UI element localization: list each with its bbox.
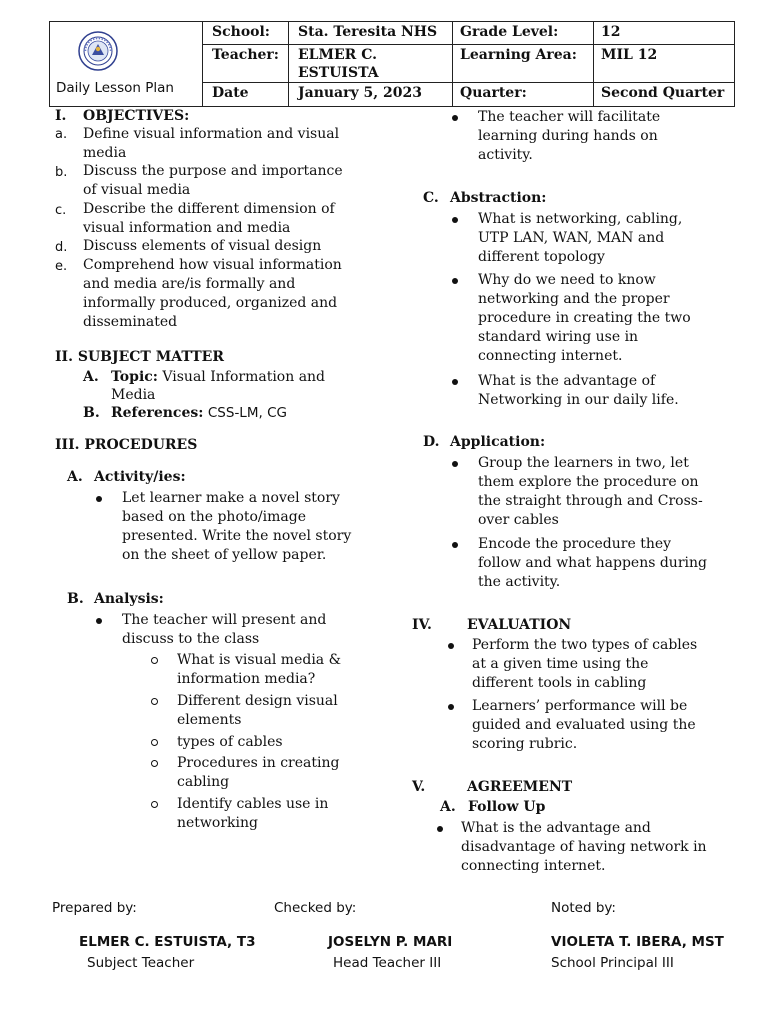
evaluation-number: IV. xyxy=(412,617,432,633)
circle-bullet-icon xyxy=(151,698,158,705)
objectives-number: I. xyxy=(55,108,67,124)
objective-item-a: Define visual information and visual media xyxy=(83,126,340,161)
bullet-icon xyxy=(448,704,454,710)
evaluation-item: Learners’ performance will be guided and evaluated using the scoring rubric. xyxy=(472,698,696,752)
bullet-icon xyxy=(452,379,458,385)
activity-heading: Activity/ies: xyxy=(94,469,186,485)
topic-marker: A. xyxy=(83,369,99,385)
quarter-value: Second Quarter xyxy=(601,85,725,101)
follow-up-item: What is the advantage and disadvantage of having network in connecting internet. xyxy=(461,820,707,874)
noted-by-name: VIOLETA T. IBERA, MST xyxy=(551,934,724,950)
objective-item-b: Discuss the purpose and importance of visual media xyxy=(83,163,343,198)
date-value: January 5, 2023 xyxy=(298,85,422,101)
deped-seal-logo xyxy=(78,31,118,71)
objective-marker: b. xyxy=(55,165,68,180)
learning-area-value: MIL 12 xyxy=(601,47,658,63)
circle-bullet-icon xyxy=(151,657,158,664)
noted-by-role: School Principal III xyxy=(551,955,674,971)
facilitate-text: The teacher will facilitate learning during hands on activity. xyxy=(478,109,661,163)
bullet-icon xyxy=(452,542,458,548)
school-label: School: xyxy=(212,24,270,40)
activity-text: Let learner make a novel story based on the photo/image presented. Write the novel story on the sheet of yellow paper. xyxy=(122,490,352,563)
document-title: Daily Lesson Plan xyxy=(56,80,174,96)
application-item: Encode the procedure they follow and what happens during the activity. xyxy=(478,536,707,590)
follow-up-heading: Follow Up xyxy=(468,799,546,815)
activity-marker: A. xyxy=(67,469,83,485)
evaluation-item: Perform the two types of cables at a given time using the different tools in cabling xyxy=(472,637,698,691)
analysis-subitem: Procedures in creating cabling xyxy=(177,755,340,790)
analysis-subitem: What is visual media & information media? xyxy=(177,652,342,687)
abstraction-item: What is the advantage of Networking in our daily life. xyxy=(478,373,679,408)
checked-by-label: Checked by: xyxy=(274,900,357,916)
bullet-icon xyxy=(452,461,458,467)
circle-bullet-icon xyxy=(151,760,158,767)
abstraction-marker: C. xyxy=(423,190,439,206)
teacher-label: Teacher: xyxy=(212,47,279,63)
bullet-icon xyxy=(96,496,102,502)
analysis-subitem: Identify cables use in networking xyxy=(177,796,329,831)
abstraction-item: What is networking, cabling, UTP LAN, WAN, MAN and different topology xyxy=(478,211,683,265)
objective-marker: d. xyxy=(55,240,68,255)
follow-up-marker: A. xyxy=(440,799,456,815)
checked-by-role: Head Teacher III xyxy=(333,955,442,971)
bullet-icon xyxy=(448,643,454,649)
checked-by-name: JOSELYN P. MARI xyxy=(328,934,453,950)
learning-area-label: Learning Area: xyxy=(460,47,577,63)
objective-marker: e. xyxy=(55,259,68,274)
bullet-icon xyxy=(452,278,458,284)
abstraction-heading: Abstraction: xyxy=(450,190,547,206)
agreement-number: V. xyxy=(412,779,426,795)
analysis-subitem: types of cables xyxy=(177,734,283,750)
circle-bullet-icon xyxy=(151,739,158,746)
analysis-subitem: Different design visual elements xyxy=(177,693,338,728)
abstraction-item: Why do we need to know networking and the proper procedure in creating the two standard wiring use in connecting internet. xyxy=(478,272,691,364)
bullet-icon xyxy=(452,115,458,121)
analysis-heading: Analysis: xyxy=(94,591,164,607)
analysis-marker: B. xyxy=(67,591,84,607)
objectives-heading: OBJECTIVES: xyxy=(83,108,190,124)
agreement-heading: AGREEMENT xyxy=(467,779,573,795)
bullet-icon xyxy=(452,217,458,223)
prepared-by-role: Subject Teacher xyxy=(87,955,195,971)
application-marker: D. xyxy=(423,434,440,450)
topic-line-2: Media xyxy=(111,387,156,403)
prepared-by-name: ELMER C. ESTUISTA, T3 xyxy=(79,934,256,950)
references-line: References: CSS-LM, CG xyxy=(111,405,287,421)
objective-item-d: Discuss elements of visual design xyxy=(83,238,322,254)
objective-item-e: Comprehend how visual information and media are/is formally and informally produced, organized and disseminated xyxy=(83,257,342,330)
topic-line: Topic: Visual Information and xyxy=(111,369,326,385)
bullet-icon xyxy=(96,618,102,624)
quarter-label: Quarter: xyxy=(460,85,527,101)
subject-matter-heading: II. SUBJECT MATTER xyxy=(55,349,224,365)
circle-bullet-icon xyxy=(151,801,158,808)
objective-marker: a. xyxy=(55,127,68,142)
grade-level-label: Grade Level: xyxy=(460,24,559,40)
bullet-icon xyxy=(437,826,443,832)
header-table xyxy=(49,21,735,107)
prepared-by-label: Prepared by: xyxy=(52,900,137,916)
application-item: Group the learners in two, let them explore the procedure on the straight through and Cross- over cables xyxy=(478,455,703,528)
objective-marker: c. xyxy=(55,203,67,218)
evaluation-heading: EVALUATION xyxy=(467,617,572,633)
school-value: Sta. Teresita NHS xyxy=(298,24,438,40)
analysis-text: The teacher will present and discuss to the class xyxy=(122,612,327,647)
date-label: Date xyxy=(212,85,249,101)
noted-by-label: Noted by: xyxy=(551,900,616,916)
grade-level-value: 12 xyxy=(601,24,621,40)
references-marker: B. xyxy=(83,405,100,421)
teacher-value: ELMER C. ESTUISTA xyxy=(298,47,379,81)
application-heading: Application: xyxy=(450,434,546,450)
objective-item-c: Describe the different dimension of visual information and media xyxy=(83,201,335,236)
procedures-heading: III. PROCEDURES xyxy=(55,437,198,453)
